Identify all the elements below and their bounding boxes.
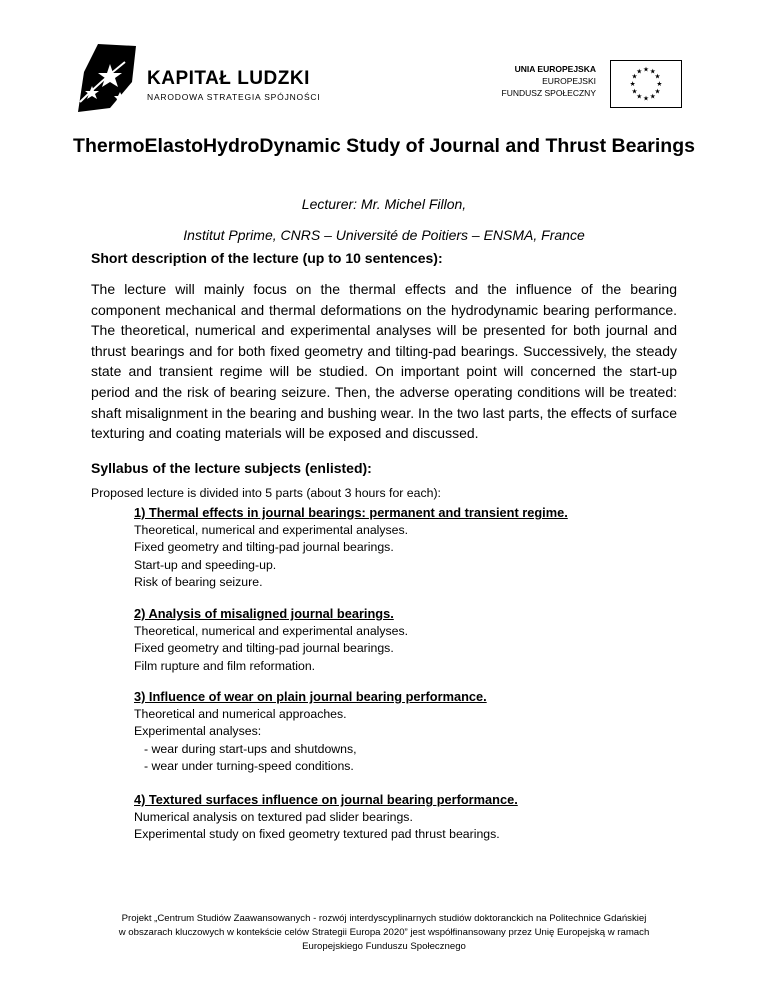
- part-line: - wear during start-ups and shutdowns,: [144, 741, 357, 756]
- footer-line-3: Europejskiego Funduszu Społecznego: [302, 941, 466, 952]
- document-title: ThermoElastoHydroDynamic Study of Journal and Thrust Bearings: [73, 135, 695, 157]
- part-line: Theoretical, numerical and experimental analyses.: [134, 623, 409, 638]
- syllabus-part-2: [134, 605, 694, 675]
- part-line: Start-up and speeding-up.: [134, 557, 277, 572]
- footer-line-1: Projekt „Centrum Studiów Zaawansowanych - rozwój interdyscyplinarnych studiów doktoranckich na Politechnice Gdańskiej: [121, 913, 647, 924]
- logo-title: KAPITAŁ LUDZKI: [147, 68, 310, 89]
- svg-text:★: ★: [649, 67, 656, 76]
- page-footer: [40, 912, 728, 954]
- short-description-text: The lecture will mainly focus on the thermal effects and the influence of the bearing component mechanical and thermal deformations on the hydrodynamic bearing performance. The theoretical, numerical and experimental analyses will be presented for both journal and thrust bearings and for both fixed geometry and tilting-pad bearings. Successively, the steady state and transient regime will be studied. On important point will concerned the start-up period and the risk of bearing seizure. Then, the adverse operating conditions will be treated: shaft misalignment in the bearing and bushing wear. In the two last parts, the effects of surface texturing and coating materials will be exposed and discussed.: [91, 281, 677, 442]
- short-description-heading: Short description of the lecture (up to 10 sentences):: [91, 250, 443, 266]
- svg-text:★: ★: [643, 65, 649, 74]
- syllabus-part-1: [134, 504, 694, 592]
- part-line: Numerical analysis on textured pad slider bearings.: [134, 809, 413, 824]
- part-line: Fixed geometry and tilting-pad journal bearings.: [134, 540, 394, 555]
- syllabus-heading: Syllabus of the lecture subjects (enlisted):: [91, 460, 372, 476]
- part-line: Experimental study on fixed geometry textured pad thrust bearings.: [134, 827, 500, 842]
- eu-line-3: FUNDUSZ SPOŁECZNY: [501, 88, 596, 98]
- syllabus-part-4: [134, 791, 694, 844]
- svg-text:★: ★: [654, 72, 661, 81]
- part-title: 1) Thermal effects in journal bearings: permanent and transient regime.: [134, 505, 568, 520]
- part-line: Risk of bearing seizure.: [134, 575, 263, 590]
- eu-label: [502, 63, 596, 99]
- part-line: Film rupture and film reformation.: [134, 658, 316, 673]
- part-line: Fixed geometry and tilting-pad journal bearings.: [134, 641, 394, 656]
- footer-line-2: w obszarach kluczowych w kontekście celów Strategii Europa 2020” jest współfinansowany przez Unię Europejską w ramach: [118, 927, 650, 938]
- svg-text:★: ★: [629, 79, 636, 88]
- part-title: 2) Analysis of misaligned journal bearings.: [134, 606, 394, 621]
- syllabus-part-3: [134, 688, 694, 776]
- part-line: - wear under turning-speed conditions.: [144, 759, 354, 774]
- page-header: [0, 0, 768, 120]
- lecturer-line: Lecturer: Mr. Michel Fillon,: [301, 196, 467, 212]
- part-title: 4) Textured surfaces influence on journal bearing performance.: [134, 792, 518, 807]
- part-title: 3) Influence of wear on plain journal bearing performance.: [134, 689, 487, 704]
- logo-subtitle: NARODOWA STRATEGIA SPÓJNOŚCI: [147, 92, 321, 102]
- eu-flag-icon: [610, 60, 682, 108]
- part-line: Theoretical and numerical approaches.: [134, 706, 347, 721]
- svg-text:★: ★: [654, 87, 661, 96]
- part-line: Theoretical, numerical and experimental analyses.: [134, 522, 409, 537]
- svg-text:★: ★: [649, 92, 656, 101]
- eu-line-2: EUROPEJSKI: [542, 76, 596, 86]
- kapital-ludzki-logo-icon: [70, 42, 144, 116]
- svg-text:★: ★: [656, 79, 663, 88]
- eu-line-1: UNIA EUROPEJSKA: [514, 64, 596, 74]
- svg-text:★: ★: [636, 67, 643, 76]
- svg-text:★: ★: [631, 87, 638, 96]
- syllabus-intro: Proposed lecture is divided into 5 parts (about 3 hours for each):: [91, 486, 441, 500]
- institute-line: Institut Pprime, CNRS – Université de Poitiers – ENSMA, France: [183, 227, 585, 243]
- svg-text:★: ★: [631, 72, 638, 81]
- svg-text:★: ★: [636, 92, 643, 101]
- part-line: Experimental analyses:: [134, 724, 262, 739]
- svg-text:★: ★: [643, 94, 649, 103]
